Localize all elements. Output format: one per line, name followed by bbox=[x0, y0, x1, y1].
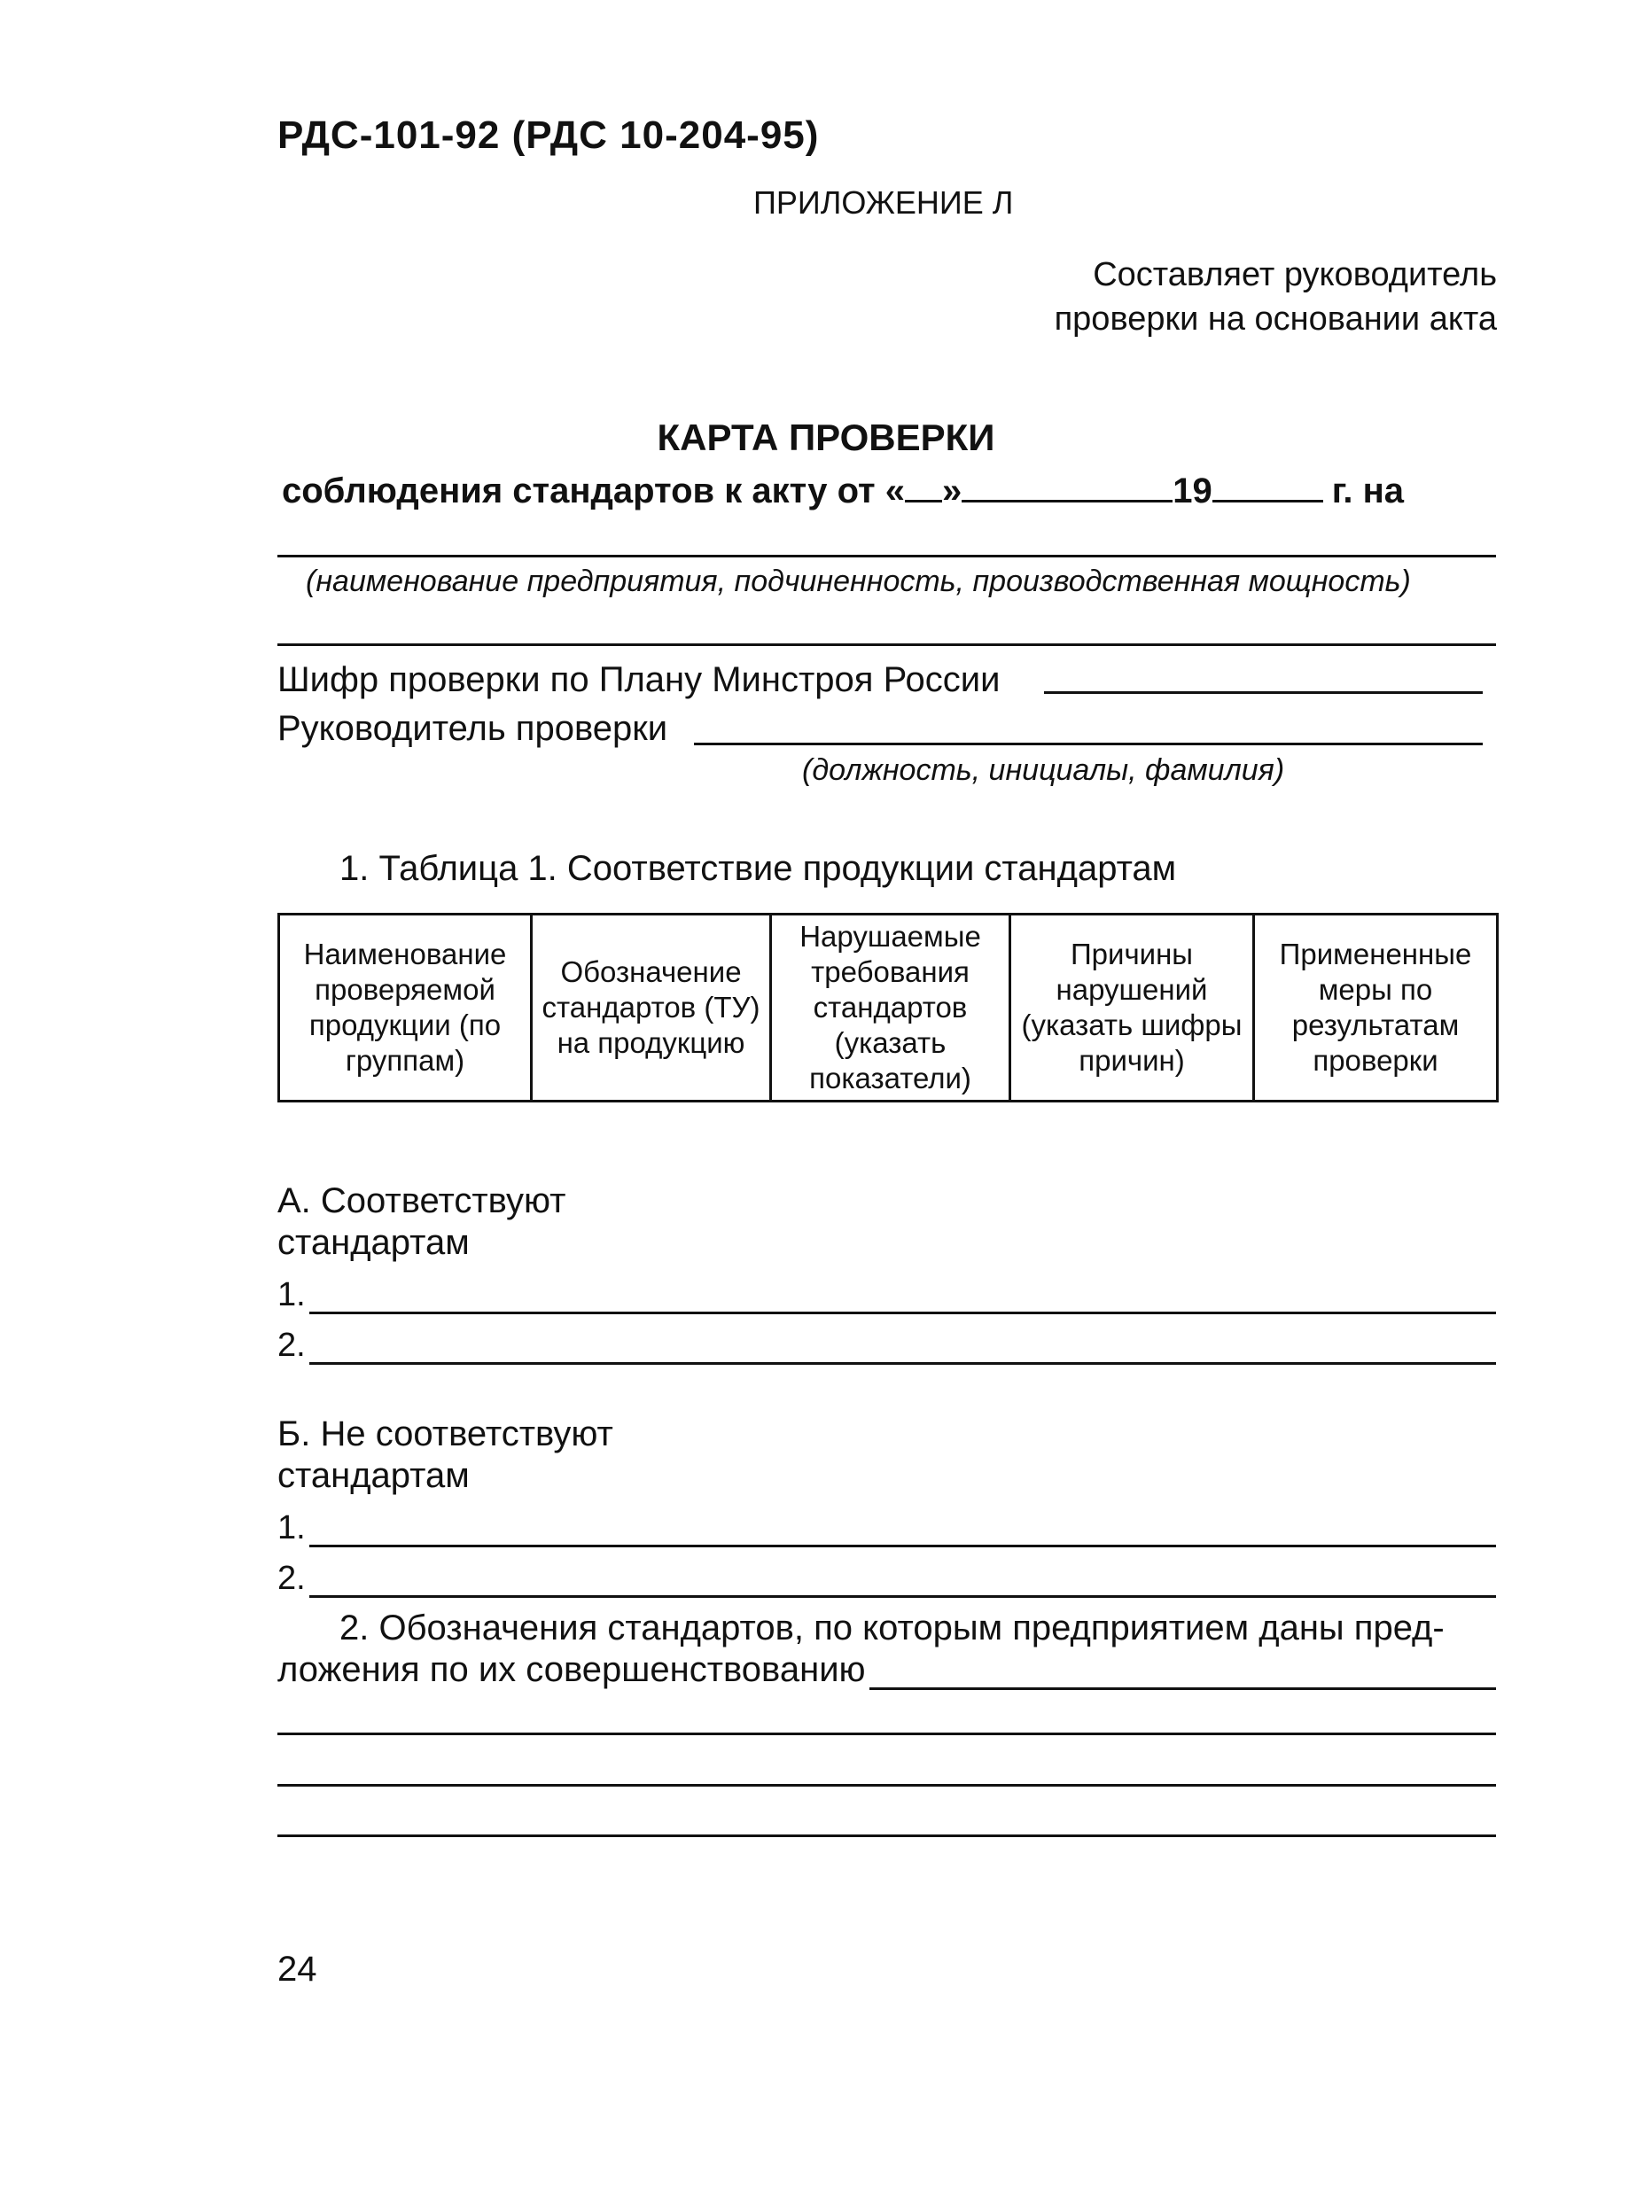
proposal-line[interactable] bbox=[277, 1733, 1496, 1735]
header-applied-measures: Примененные меры по результатам проверки bbox=[1254, 915, 1498, 1102]
enterprise-name-line[interactable] bbox=[277, 555, 1496, 557]
section-a-heading bbox=[277, 1180, 565, 1264]
leader-field-line[interactable] bbox=[694, 743, 1483, 745]
item-fill-line[interactable] bbox=[309, 1518, 1496, 1547]
item-number: 1. bbox=[277, 1276, 306, 1313]
section-a-line-1: А. Соответствуют bbox=[277, 1181, 566, 1220]
appendix-label: ПРИЛОЖЕНИЕ Л bbox=[753, 184, 1014, 221]
item-fill-line[interactable] bbox=[309, 1336, 1496, 1365]
section-a-item bbox=[277, 1276, 1496, 1314]
section-b-item bbox=[277, 1560, 1496, 1598]
section-2-text: ложения по их совершенствованию bbox=[277, 1650, 866, 1689]
subtitle-text-1: соблюдения стандартов к акту от « bbox=[282, 471, 905, 510]
day-blank[interactable] bbox=[905, 470, 942, 502]
enterprise-caption: (наименование предприятия, подчиненность, производственная мощность) bbox=[306, 565, 1411, 598]
subtitle-text-3: г. на bbox=[1331, 471, 1405, 510]
section-b-heading bbox=[277, 1414, 613, 1497]
page-subtitle bbox=[282, 470, 1404, 511]
header-violated-requirements: Нарушаемые требования стандартов (указать показатели) bbox=[771, 915, 1010, 1102]
document-code: РДС-101-92 (РДС 10-204-95) bbox=[277, 113, 820, 157]
compiler-note-line-1: Составляет руководитель bbox=[1093, 256, 1497, 293]
leader-label: Руководитель проверки bbox=[277, 709, 668, 748]
item-number: 2. bbox=[277, 1327, 306, 1364]
table-header-row bbox=[279, 915, 1498, 1102]
proposal-line[interactable] bbox=[277, 1834, 1496, 1837]
proposal-line[interactable] bbox=[277, 1784, 1496, 1787]
section-b-line-2: стандартам bbox=[277, 1456, 470, 1495]
subtitle-text-2: » bbox=[942, 471, 962, 510]
page-number: 24 bbox=[277, 1950, 317, 1989]
cipher-label: Шифр проверки по Плану Минстроя России bbox=[277, 660, 1001, 699]
item-number: 2. bbox=[277, 1560, 306, 1597]
header-product-name: Наименование проверяемой продукции (по группам) bbox=[279, 915, 532, 1102]
section-2-line-2 bbox=[277, 1650, 1496, 1690]
item-number: 1. bbox=[277, 1509, 306, 1546]
section-b-line-1: Б. Не соответствуют bbox=[277, 1414, 613, 1453]
year-blank[interactable] bbox=[1212, 470, 1323, 502]
compiler-note bbox=[1055, 253, 1497, 341]
cipher-field-line[interactable] bbox=[1044, 691, 1483, 694]
conformity-table bbox=[277, 913, 1499, 1102]
month-blank[interactable] bbox=[962, 470, 1173, 502]
item-fill-line[interactable] bbox=[309, 1569, 1496, 1598]
header-standard-designation: Обозначение стандартов (ТУ) на продукцию bbox=[532, 915, 771, 1102]
leader-caption: (должность, инициалы, фамилия) bbox=[802, 753, 1285, 787]
item-fill-line[interactable] bbox=[309, 1285, 1496, 1314]
section-a-item bbox=[277, 1327, 1496, 1365]
table-caption: 1. Таблица 1. Соответствие продукции стандартам bbox=[339, 849, 1177, 888]
section-2-fill-line[interactable] bbox=[869, 1661, 1496, 1690]
page-title: КАРТА ПРОВЕРКИ bbox=[657, 417, 995, 458]
header-violation-reasons: Причины нарушений (указать шифры причин) bbox=[1010, 915, 1254, 1102]
compiler-note-line-2: проверки на основании акта bbox=[1054, 300, 1497, 338]
section-b-item bbox=[277, 1509, 1496, 1547]
enterprise-extra-line[interactable] bbox=[277, 643, 1496, 646]
section-a-line-2: стандартам bbox=[277, 1223, 470, 1262]
subtitle-year: 19 bbox=[1173, 471, 1212, 510]
section-2-line-1: 2. Обозначения стандартов, по которым предприятием даны пред- bbox=[339, 1608, 1445, 1647]
